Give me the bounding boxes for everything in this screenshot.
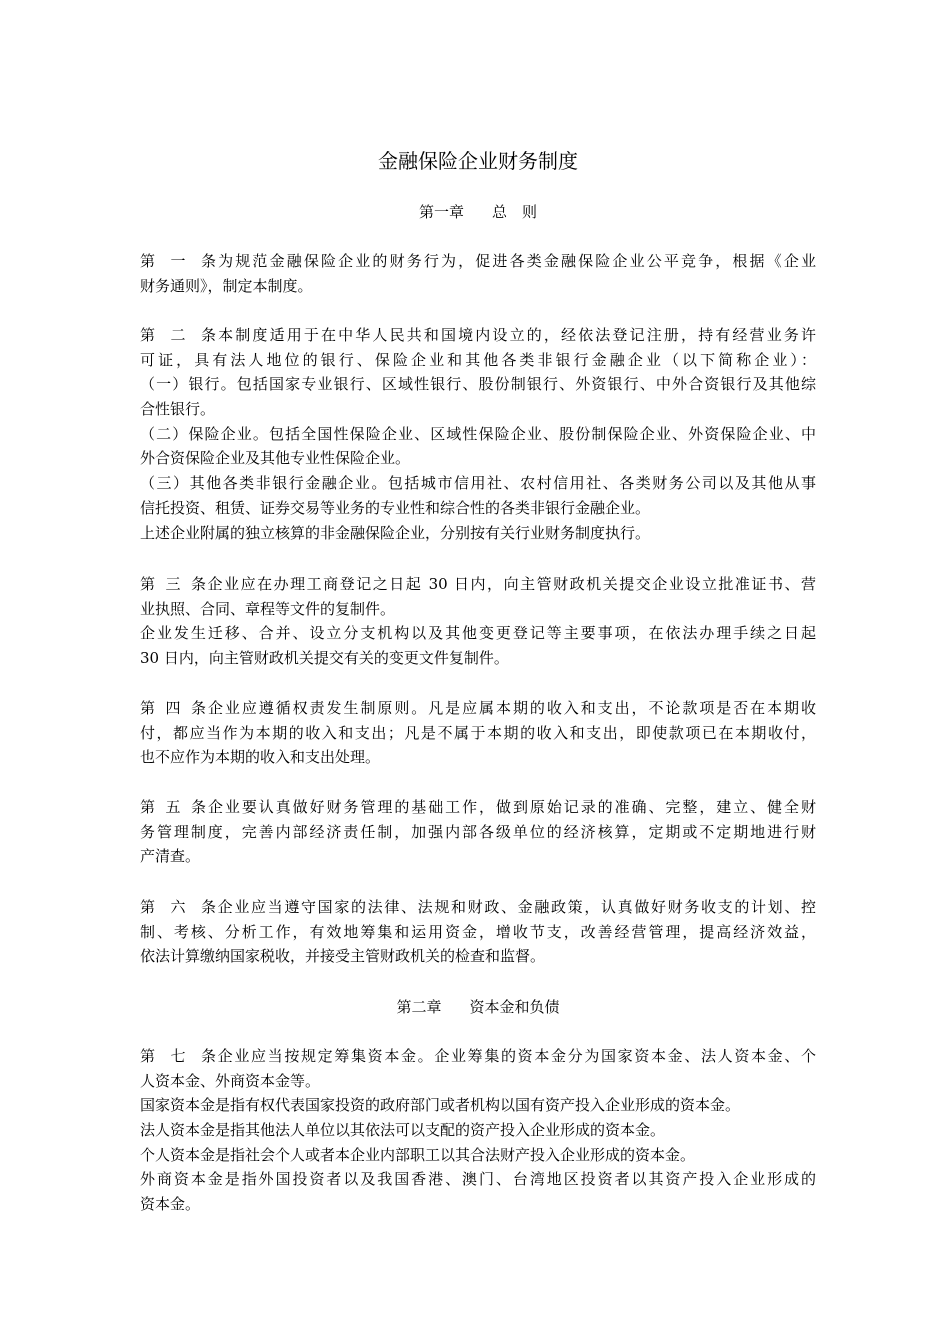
article-text: 资本金。: [140, 1195, 201, 1214]
article-label: 第一条: [140, 252, 216, 270]
article: [140, 1044, 816, 1217]
article-text: 个人资本金是指社会个人或者本企业内部职工以其合法财产投入企业形成的资本金。: [140, 1145, 696, 1164]
article-text: 人资本金、外商资本金等。: [140, 1071, 321, 1090]
article-text: 信托投资、租赁、证券交易等业务的专业性和综合性的各类非银行金融企业。: [140, 498, 651, 517]
article-text: 企业应当按规定筹集资本金。企业筹集的资本金分为国家资本金、法人资本金、个: [216, 1047, 816, 1065]
article-label: 第七条: [140, 1047, 216, 1065]
chapter-number: 第一章: [418, 203, 464, 221]
article-label: 第五条: [140, 798, 206, 816]
article: [140, 323, 816, 545]
article: [140, 249, 816, 298]
article-text: 国家资本金是指有权代表国家投资的政府部门或者机构以国有资产投入企业形成的资本金。: [140, 1096, 741, 1115]
article-text: 合性银行。: [140, 400, 216, 419]
article-text: 财务通则》，制定本制度。: [140, 276, 313, 295]
article-text: 企业应遵循权责发生制原则。凡是应属本期的收入和支出，不论款项是否在本期收: [206, 699, 816, 717]
chapter-name: 总 则: [492, 203, 538, 221]
article-label: 第六条: [140, 898, 216, 916]
article-text: （三）其他各类非银行金融企业。包括城市信用社、农村信用社、各类财务公司以及其他从事: [140, 474, 816, 493]
article-text: 企业应在办理工商登记之日起 30 日内，向主管财政机关提交企业设立批准证书、营: [206, 575, 816, 593]
article-text: 30 日内，向主管财政机关提交有关的变更文件复制件。: [140, 649, 509, 668]
chapter-heading: [140, 201, 816, 223]
article-text: 也不应作为本期的收入和支出处理。: [140, 748, 381, 767]
article-text: （二）保险企业。包括全国性保险企业、区域性保险企业、股份制保险企业、外资保险企业、中: [140, 424, 816, 443]
article-label: 第三条: [140, 575, 206, 593]
chapter-name: 资本金和负债: [469, 998, 560, 1016]
document-title: 金融保险企业财务制度: [378, 149, 578, 173]
article-text: 企业应当遵守国家的法律、法规和财政、金融政策，认真做好财务收支的计划、控: [216, 898, 816, 916]
chapter-heading: [140, 996, 816, 1018]
article-text: 外商资本金是指外国投资者以及我国香港、澳门、台湾地区投资者以其资产投入企业形成的: [140, 1170, 816, 1189]
article: [140, 895, 816, 969]
article-text: （一）银行。包括国家专业银行、区域性银行、股份制银行、外资银行、中外合资银行及其他综: [140, 375, 816, 394]
article: [140, 572, 816, 671]
chapter-number: 第二章: [396, 998, 442, 1016]
article-text: 企业要认真做好财务管理的基础工作，做到原始记录的准确、完整，建立、健全财: [206, 798, 816, 816]
article-text: 为规范金融保险企业的财务行为，促进各类金融保险企业公平竞争，根据《企业: [216, 252, 816, 270]
article-text: 制、考核、分析工作，有效地筹集和运用资金，增收节支，改善经营管理，提高经济效益，: [140, 922, 816, 941]
article-text: 业执照、合同、章程等文件的复制件。: [140, 599, 396, 618]
article-text: 依法计算缴纳国家税收，并接受主管财政机关的检查和监督。: [140, 947, 546, 966]
article-text: 上述企业附属的独立核算的非金融保险企业，分别按有关行业财务制度执行。: [140, 523, 651, 542]
article-text: 产清查。: [140, 847, 201, 866]
article-text: 可证，具有法人地位的银行、保险企业和其他各类非银行金融企业（以下简称企业）：: [140, 350, 816, 369]
article-text: 本制度适用于在中华人民共和国境内设立的，经依法登记注册，持有经营业务许: [216, 326, 816, 344]
article: [140, 696, 816, 770]
article-text: 务管理制度，完善内部经济责任制，加强内部各级单位的经济核算，定期或不定期地进行财: [140, 822, 816, 841]
article-text: 付，都应当作为本期的收入和支出；凡是不属于本期的收入和支出，即使款项已在本期收付，: [140, 723, 816, 742]
article-text: 法人资本金是指其他法人单位以其依法可以支配的资产投入企业形成的资本金。: [140, 1121, 666, 1140]
article-label: 第四条: [140, 699, 206, 717]
article: [140, 795, 816, 869]
article-text: 外合资保险企业及其他专业性保险企业。: [140, 449, 411, 468]
article-text: 企业发生迁移、合并、设立分支机构以及其他变更登记等主要事项，在依法办理手续之日起: [140, 624, 816, 643]
article-label: 第二条: [140, 326, 216, 344]
